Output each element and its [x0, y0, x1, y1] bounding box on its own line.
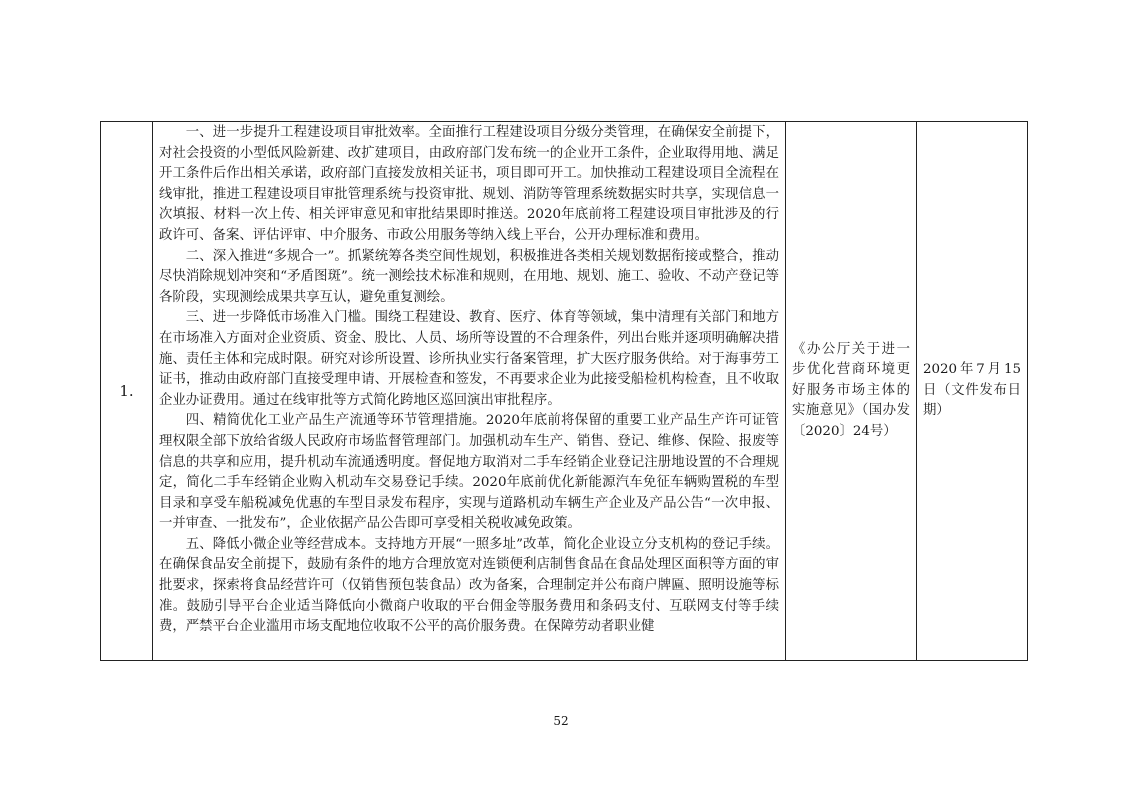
- row-number: 1.: [101, 122, 153, 661]
- measures-cell: [153, 122, 786, 661]
- source-document-cell: [786, 122, 917, 661]
- policy-table: [100, 121, 1028, 661]
- measures-text: [153, 122, 785, 660]
- date-cell: [917, 122, 1028, 661]
- table-row: [101, 122, 1028, 661]
- measure-paragraph-2: 二、深入推进“多规合一”。抓紧统筹各类空间性规划，积极推进各类相关规划数据衔接或整合，推动尽快消除规划冲突和“矛盾图斑”。统一测绘技术标准和规则，在用地、规划、施工、验收、不动产登记等各阶段，实现测绘成果共享互认，避免重复测绘。: [159, 248, 779, 305]
- measure-paragraph-1: 一、进一步提升工程建设项目审批效率。全面推行工程建设项目分级分类管理，在确保安全前提下，对社会投资的小型低风险新建、改扩建项目，由政府部门发布统一的企业开工条件，企业取得用地、满足开工条件后作出相关承诺，政府部门直接发放相关证书，项目即可开工。加快推动工程建设项目全流程在线审批，推进工程建设项目审批管理系统与投资审批、规划、消防等管理系统数据实时共享，实现信息一次填报、材料一次上传、相关评审意见和审批结果即时推送。2020年底前将工程建设项目审批涉及的行政许可、备案、评估评审、中介服务、市政公用服务等纳入线上平台，公开办理标准和费用。: [159, 125, 779, 243]
- source-document: 《办公厅关于进一步优化营商环境更好服务市场主体的实施意见》（国办发〔2020〕24号）: [792, 341, 910, 439]
- page-number: 52: [553, 714, 569, 728]
- measure-paragraph-4: 四、精简优化工业产品生产流通等环节管理措施。2020年底前将保留的重要工业产品生产许可证管理权限全部下放给省级人民政府市场监督管理部门。加强机动车生产、销售、登记、维修、保险、报废等信息的共享和应用，提升机动车流通透明度。督促地方取消对二手车经销企业登记注册地设置的不合理规定，简化二手车经销企业购入机动车交易登记手续。2020年底前优化新能源汽车免征车辆购置税的车型目录和享受车船税减免优惠的车型目录发布程序，实现与道路机动车辆生产企业及产品公告“一次申报、一并审查、一批发布”，企业依据产品公告即可享受相关税收减免政策。: [159, 413, 779, 532]
- measure-paragraph-5: 五、降低小微企业等经营成本。支持地方开展“一照多址”改革，简化企业设立分支机构的登记手续。在确保食品安全前提下，鼓励有条件的地方合理放宽对连锁便利店制售食品在食品处理区面积等方面的审批要求，探索将食品经营许可（仅销售预包装食品）改为备案，合理制定并公布商户牌匾、照明设施等标准。鼓励引导平台企业适当降低向小微商户收取的平台佣金等服务费用和条码支付、互联网支付等手续费，严禁平台企业滥用市场支配地位收取不公平的高价服务费。在保障劳动者职业健: [159, 536, 779, 635]
- measure-paragraph-3: 三、进一步降低市场准入门槛。围绕工程建设、教育、医疗、体育等领域，集中清理有关部门和地方在市场准入方面对企业资质、资金、股比、人员、场所等设置的不合理条件，列出台账并逐项明确解决措施、责任主体和完成时限。研究对诊所设置、诊所执业实行备案管理，扩大医疗服务供给。对于海事劳工证书，推动由政府部门直接受理申请、开展检查和签发，不再要求企业为此接受船检机构检查，且不收取企业办证费用。通过在线审批等方式简化跨地区巡回演出审批程序。: [159, 310, 779, 408]
- issue-date: 2020年7月15日（文件发布日期）: [923, 362, 1021, 419]
